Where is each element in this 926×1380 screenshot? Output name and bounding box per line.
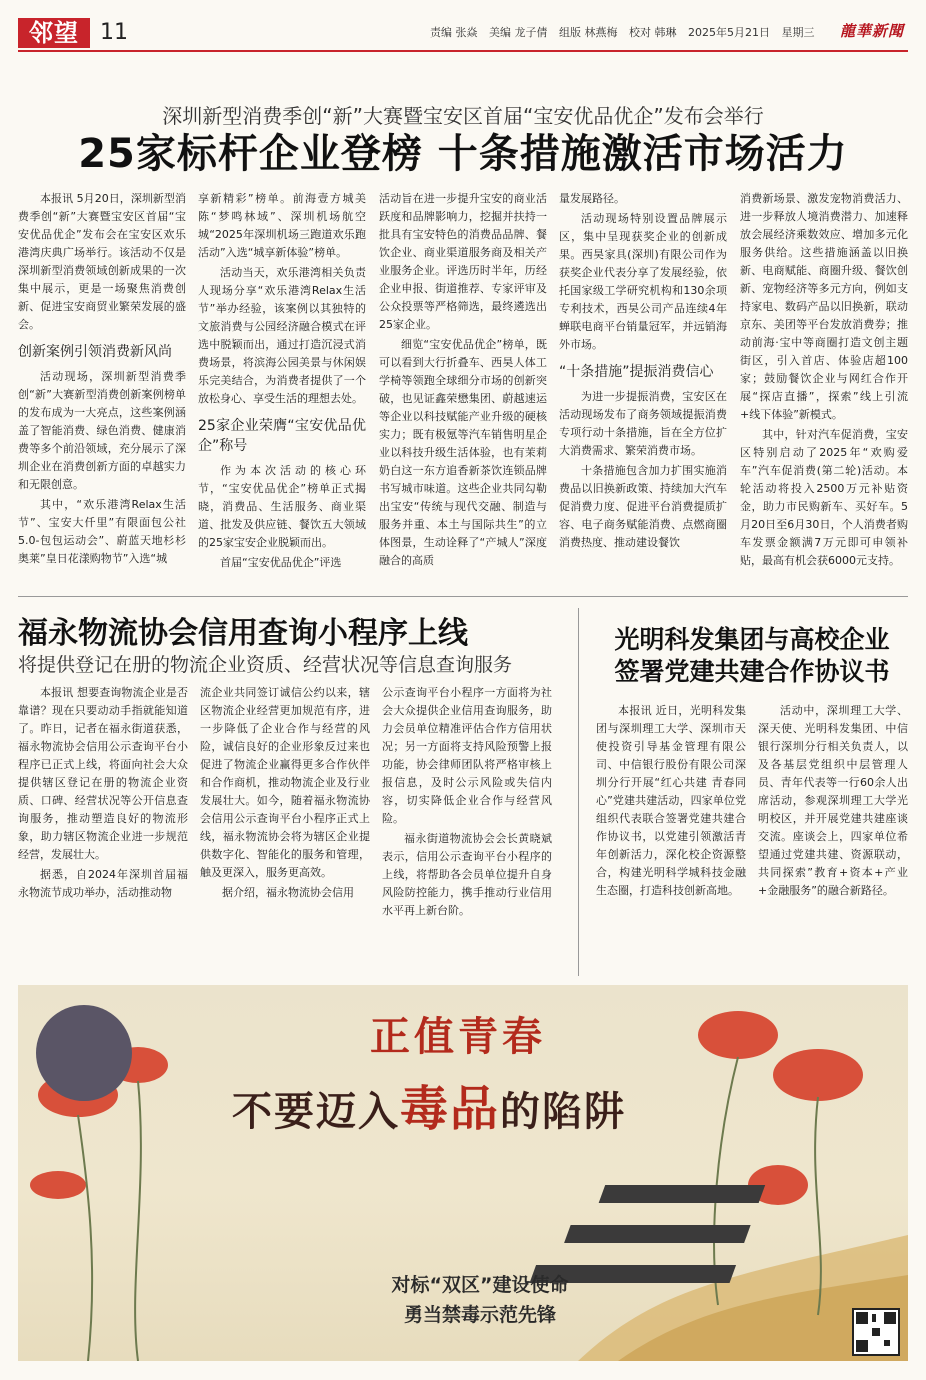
paragraph: 十条措施包含加力扩围实施消费品以旧换新政策、持续加大汽车促消费力度、促进平台消费提质扩容、电子商务赋能消费、点燃商圈消费热度、推动建设餐饮 — [559, 464, 727, 549]
issue-date: 2025年5月21日 — [688, 26, 770, 39]
ad-title-line2 — [232, 1070, 626, 1139]
qr-code[interactable] — [852, 1308, 900, 1356]
story2-column-2 — [200, 684, 370, 974]
paragraph: 本报讯 5月20日，深圳新型消费季创“新”大赛暨宝安区首届“宝安优品优企”发布会在宝安区欢乐港湾庆典广场举行。该活动不仅是深圳新型消费领域创新成果的一次集中展示，更是一场聚焦消费创新、促进宝安商贸业繁荣发展的盛会。 — [18, 192, 186, 331]
credit-designer: 美编 龙子倩 — [489, 26, 548, 39]
lead-column-5 — [740, 190, 908, 590]
paragraph: 公示查询平台小程序一方面将为社会大众提供企业信用查询服务，助力会员单位精准评估合作方信用状况；另一方面将支持风险预警上报功能，协会律师团队将严格审核上报信息，及时公示风险或失信内容，切实降低企业合作与经营风险。 — [382, 686, 552, 825]
ad-slogan-line2: 勇当禁毒示范先锋 — [403, 1304, 556, 1326]
paragraph: 据介绍，福永物流协会信用 — [222, 886, 354, 899]
lead-column-2 — [198, 190, 366, 590]
subheading: 25家企业荣膺“宝安优品优企”称号 — [198, 418, 366, 454]
lead-column-1 — [18, 190, 186, 590]
subheading: “十条措施”提振消费信心 — [559, 364, 714, 380]
ad-title-part: 的陷阱 — [500, 1088, 627, 1135]
paragraph: 其中，“欢乐港湾Relax生活节”、宝安大仟里”有限面包公社5.0-包包运动会”、蔚蓝天地杉杉奥莱”皇日花漾购物节”入选“城 — [18, 498, 186, 565]
paragraph: 为进一步提振消费，宝安区在活动现场发布了商务领域提振消费专项行动十条措施，旨在全方位扩大消费需求、繁荣消费市场。 — [559, 390, 727, 457]
anti-drug-seal-logo — [36, 1005, 132, 1101]
paragraph: 流企业共同签订诚信公约以来，辖区物流企业经营更加规范有序，进一步降低了企业合作与经营的风险，诚信良好的企业形象反过来也促进了物流企业赢得更多合作伙伴和合作商机，推动物流企业及行业发展壮大。如今，随着福永物流协会信用公示查询平台小程序正式上线，福永物流协会将为辖区企业提供数字化、智能化的服务和管理，触及更深入，服务更高效。 — [200, 686, 370, 879]
paragraph: 量发展路径。 — [559, 192, 625, 205]
ad-slogan-line1: 对标“双区”建设使命 — [391, 1274, 569, 1296]
credits-line — [430, 24, 823, 40]
ad-title-highlight: 毒品 — [400, 1081, 501, 1137]
paragraph: 消费新场景、激发宠物消费活力、进一步释放人境消费潜力、加速释放会展经济乘数效应、增加多元化服务供给。这些措施涵盖以旧换新、电商赋能、商圈升级、餐饮创新、宠物经济等多元方向，例如支持家电、数码产品以旧换新，联动京东、美团等平台发放消费券；推动前海·宝中等商圈打造文创主题街区，引入首店、体验店超100家；鼓励餐饮企业与网红合作开展“探店直播”，探索”线上引流+线下体验”新模式。 — [740, 192, 908, 421]
lead-column-4 — [559, 190, 727, 590]
credit-layout: 组版 林燕梅 — [559, 26, 618, 39]
newspaper-logo: 龍華新聞 — [840, 22, 905, 40]
story2-subtitle: 将提供登记在册的物流企业资质、经营状况等信息查询服务 — [18, 654, 513, 676]
paragraph: 活动旨在进一步提升宝安的商业活跃度和品牌影响力，挖掘并扶持一批具有宝安特色的消费品品牌、餐饮企业、商业渠道服务商及相关产业服务企业。评选历时半年，历经企业申报、街道推荐、专家评审及公众投票等严格筛选，最终遴选出25家企业。 — [379, 192, 547, 331]
paragraph: 作为本次活动的核心环节，“宝安优品优企”榜单正式揭晓，消费品、生活服务、商业渠道、批发及供应链、餐饮五大领域的25家宝安企业脱颖而出。 — [198, 464, 366, 549]
story3-headline — [592, 624, 912, 688]
paragraph: 本报讯 想要查询物流企业是否靠谱？现在只要动动手指就能知道了。昨日，记者在福永街道获悉，福永物流协会信用公示查询平台小程序已正式上线，将面向社会大众提供辖区登记在册的物流企业资质、口碑、经营状况等公开信息查询服务，推动塑造良好的物流形象，助力辖区物流企业进一步规范经营，发展壮大。 — [18, 686, 188, 861]
story3-column-2 — [758, 702, 908, 976]
story3-headline-line1: 光明科发集团与高校企业 — [614, 625, 890, 654]
paragraph: 活动中，深圳理工大学、深天使、光明科发集团、中信银行深圳分行相关负责人，以及各基层党组织中层管理人员、青年代表等一行60余人出席活动，参观深圳理工大学光明校区，并开展党建共建座谈交流。座谈会上，四家单位希望通过党建共建、资源联动，共同探索”教育+资本+产业+金融服务”的融合新路径。 — [758, 704, 908, 897]
page-number: 11 — [100, 20, 128, 45]
column-divider — [578, 608, 579, 976]
story3-column-1 — [596, 702, 746, 976]
story2-headline: 福永物流协会信用查询小程序上线 — [18, 616, 468, 651]
paragraph: 活动当天，欢乐港湾相关负责人现场分享“欢乐港湾Relax生活节”举办经验，该案例以其独特的文旅消费与公园经济融合模式在评选中脱颖而出，通过打造沉浸式消费场景，将滨海公园美景与休闲娱乐完美结合，为消费者提供了一个放松身心、享受生活的理想去处。 — [198, 266, 366, 405]
ad-title-line1: 正值青春 — [370, 1013, 546, 1060]
story2-column-1 — [18, 684, 188, 974]
paragraph: 据悉，自2024年深圳首届福永物流节成功举办，活动推动物 — [18, 868, 188, 899]
credit-proofreader: 校对 韩琳 — [629, 26, 677, 39]
subheading: 创新案例引领消费新风尚 — [18, 344, 172, 360]
section-divider — [18, 596, 908, 597]
paragraph: 本报讯 近日，光明科发集团与深圳理工大学、深圳市天使投资引导基金管理有限公司、中信银行股份有限公司深圳分行开展“红心共建 青春同心”党建共建活动，四家单位党组织代表联合签署党建共建合作协议书，以党建引领激活青年创新活力，深化校企资源整合，构建光明科学城科技金融生态圈，打造科技创新高地。 — [596, 704, 746, 897]
lead-kicker: 深圳新型消费季创“新”大赛暨宝安区首届“宝安优品优企”发布会举行 — [162, 104, 764, 128]
masthead-rule — [18, 50, 908, 52]
story2-column-3 — [382, 684, 552, 974]
paragraph: 享新精彩”榜单。前海壹方城美陈“梦鸣林域”、深圳机场航空城“2025年深圳机场三跑道欢乐跑活动”入选“城享新体验”榜单。 — [198, 192, 366, 259]
paragraph: 细览“宝安优品优企”榜单，既可以看到大行折叠车、西昊人体工学椅等领跑全球细分市场的创新突破，也见证鑫荣懋集团、蔚越速运等企业以科技赋能产业升级的硬核实力；既有极氪等汽车销售明星企业以科技升级生活体验，也有茉莉奶白这一东方追香新茶饮连锁品牌书写城市味道。这些企业共同勾勒出宝安“传统与现代交融、制造与服务并重、本土与国际共生”的立体图景，生动诠释了“产城人”深度融合的高质 — [379, 338, 547, 567]
issue-weekday: 星期三 — [781, 26, 815, 39]
paragraph: 福永街道物流协会会长黄晓斌表示，信用公示查询平台小程序的上线，将帮助各会员单位提升自身风险防控能力，携手推动行业信用水平再上新台阶。 — [382, 832, 552, 917]
ad-title-part: 不要迈入 — [232, 1088, 400, 1135]
ad-slogan — [350, 1270, 610, 1330]
paragraph: 首届“宝安优品优企”评选 — [220, 556, 342, 569]
qr-code-icon — [854, 1310, 898, 1354]
paragraph: 活动现场，深圳新型消费季创“新”大赛新型消费创新案例榜单的发布成为一大亮点，这些案例涵盖了智能消费、绿色消费、健康消费等多个前沿领域，充分展示了深圳企业在消费创新方面的卓越实力和无限创意。 — [18, 370, 186, 491]
lead-headline: 25家标杆企业登榜 十条措施激活市场活力 — [78, 131, 848, 177]
paragraph: 其中，针对汽车促消费，宝安区特别启动了2025年“欢购爱车”汽车促消费(第二轮)活动。本轮活动将投入2500万元补贴资金，助力市民购新车、买好车。5月20日至6月30日，个人消费者购车发票金额满7万元即可申领补贴，最高有机会获6000元支持。 — [740, 428, 908, 567]
section-badge: 邻望 — [18, 18, 90, 48]
story3-headline-line2: 签署党建共建合作协议书 — [614, 657, 890, 686]
credit-editor: 责编 张焱 — [430, 26, 478, 39]
paragraph: 活动现场特别设置品牌展示区，集中呈现获奖企业的创新成果。西昊家具(深圳)有限公司作为获奖企业代表分享了发展经验，依托国家级工学研究机构和130余项专利技术，西昊公司产品连续4年蝉联电商平台销量冠军，并远销海外市场。 — [559, 212, 727, 351]
lead-column-3 — [379, 190, 547, 590]
